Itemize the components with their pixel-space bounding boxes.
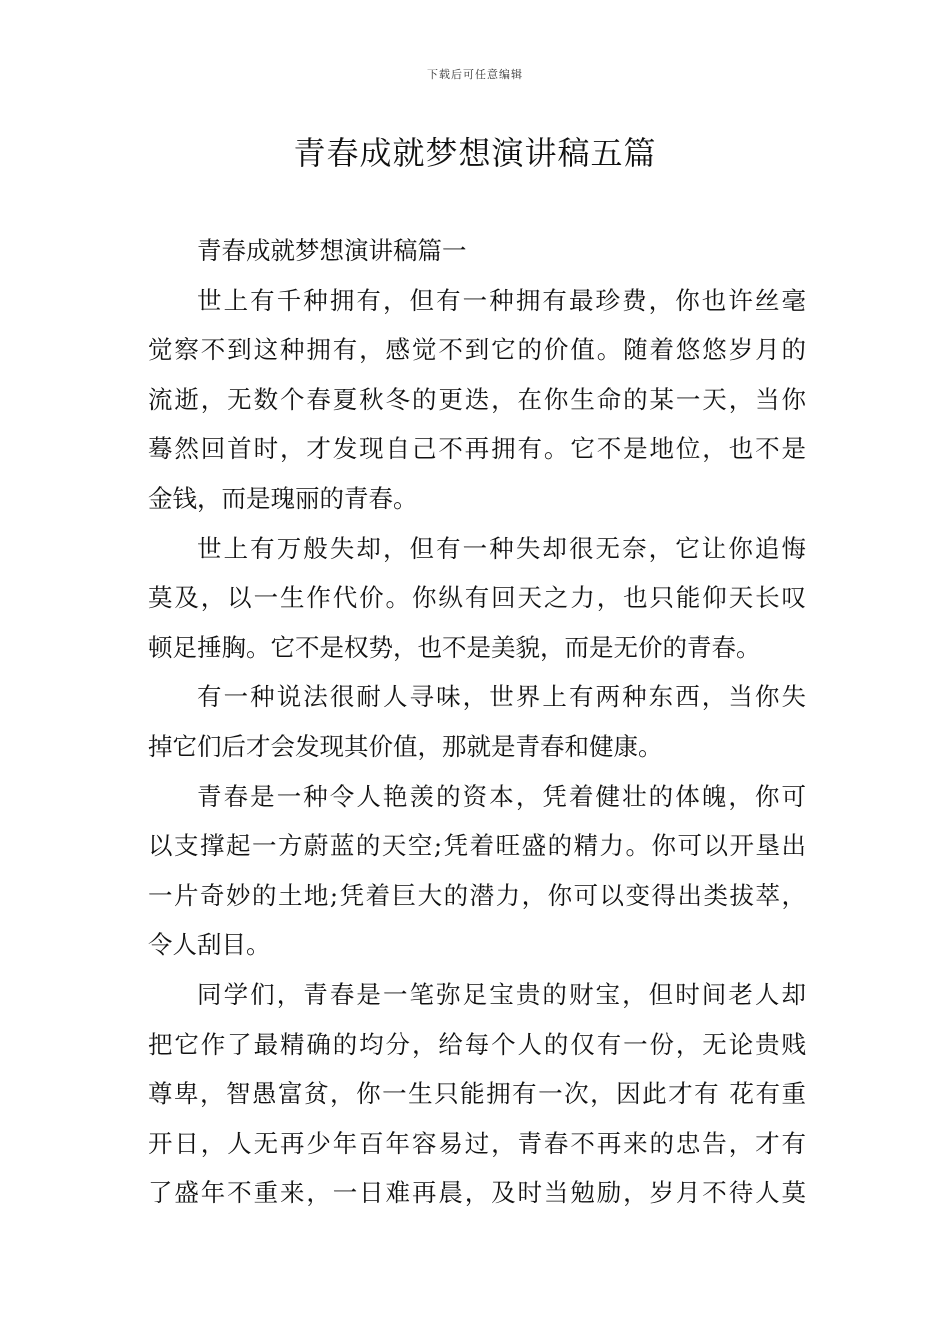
paragraph-line: 流逝，无数个春夏秋冬的更迭，在你生命的某一天，当你 <box>148 384 806 414</box>
paragraph-line: 金钱，而是瑰丽的青春。 <box>148 483 418 513</box>
paragraph-5 <box>148 970 806 1218</box>
paragraph-line: 开日，人无再少年百年容易过，青春不再来的忠告，才有 <box>148 1128 806 1158</box>
paragraph-4 <box>148 772 806 970</box>
paragraph-line: 莫及，以一生作代价。你纵有回天之力，也只能仰天长叹 <box>148 583 806 613</box>
paragraph-1 <box>148 276 806 524</box>
paragraph-line: 世上有万般失却，但有一种失却很无奈，它让你追悔 <box>197 533 806 563</box>
paragraph-line: 以支撑起一方蔚蓝的天空;凭着旺盛的精力。你可以开垦出 <box>148 831 806 861</box>
paragraph-line: 令人刮目。 <box>148 930 271 960</box>
paragraph-line: 觉察不到这种拥有，感觉不到它的价值。随着悠悠岁月的 <box>148 335 806 365</box>
paragraph-3 <box>148 672 806 771</box>
section-heading: 青春成就梦想演讲稿篇一 <box>197 236 467 265</box>
paragraph-2 <box>148 524 806 673</box>
paragraph-line: 尊卑，智愚富贫，你一生只能拥有一次，因此才有 花有重 <box>148 1079 806 1109</box>
paragraph-line: 了盛年不重来，一日难再晨，及时当勉励，岁月不待人莫 <box>148 1178 806 1208</box>
paragraph-line: 有一种说法很耐人寻味，世界上有两种东西，当你失 <box>197 682 806 712</box>
paragraph-line: 青春是一种令人艳羡的资本，凭着健壮的体魄，你可 <box>197 781 806 811</box>
paragraph-line: 一片奇妙的土地;凭着巨大的潜力，你可以变得出类拔萃， <box>148 880 806 910</box>
paragraph-line: 顿足捶胸。它不是权势，也不是美貌，而是无价的青春。 <box>148 632 761 662</box>
paragraph-line: 把它作了最精确的均分，给每个人的仅有一份，无论贵贱 <box>148 1029 806 1059</box>
paragraph-line: 同学们，青春是一笔弥足宝贵的财宝，但时间老人却 <box>197 979 806 1009</box>
paragraph-line: 世上有千种拥有，但有一种拥有最珍费，你也许丝毫 <box>197 285 806 315</box>
paragraph-line: 掉它们后才会发现其价值，那就是青春和健康。 <box>148 731 663 761</box>
document-title: 青春成就梦想演讲稿五篇 <box>293 134 657 172</box>
paragraph-line: 蓦然回首时，才发现自己不再拥有。它不是地位，也不是 <box>148 434 806 464</box>
header-note: 下载后可任意编辑 <box>427 68 523 81</box>
document-body <box>148 226 806 1218</box>
